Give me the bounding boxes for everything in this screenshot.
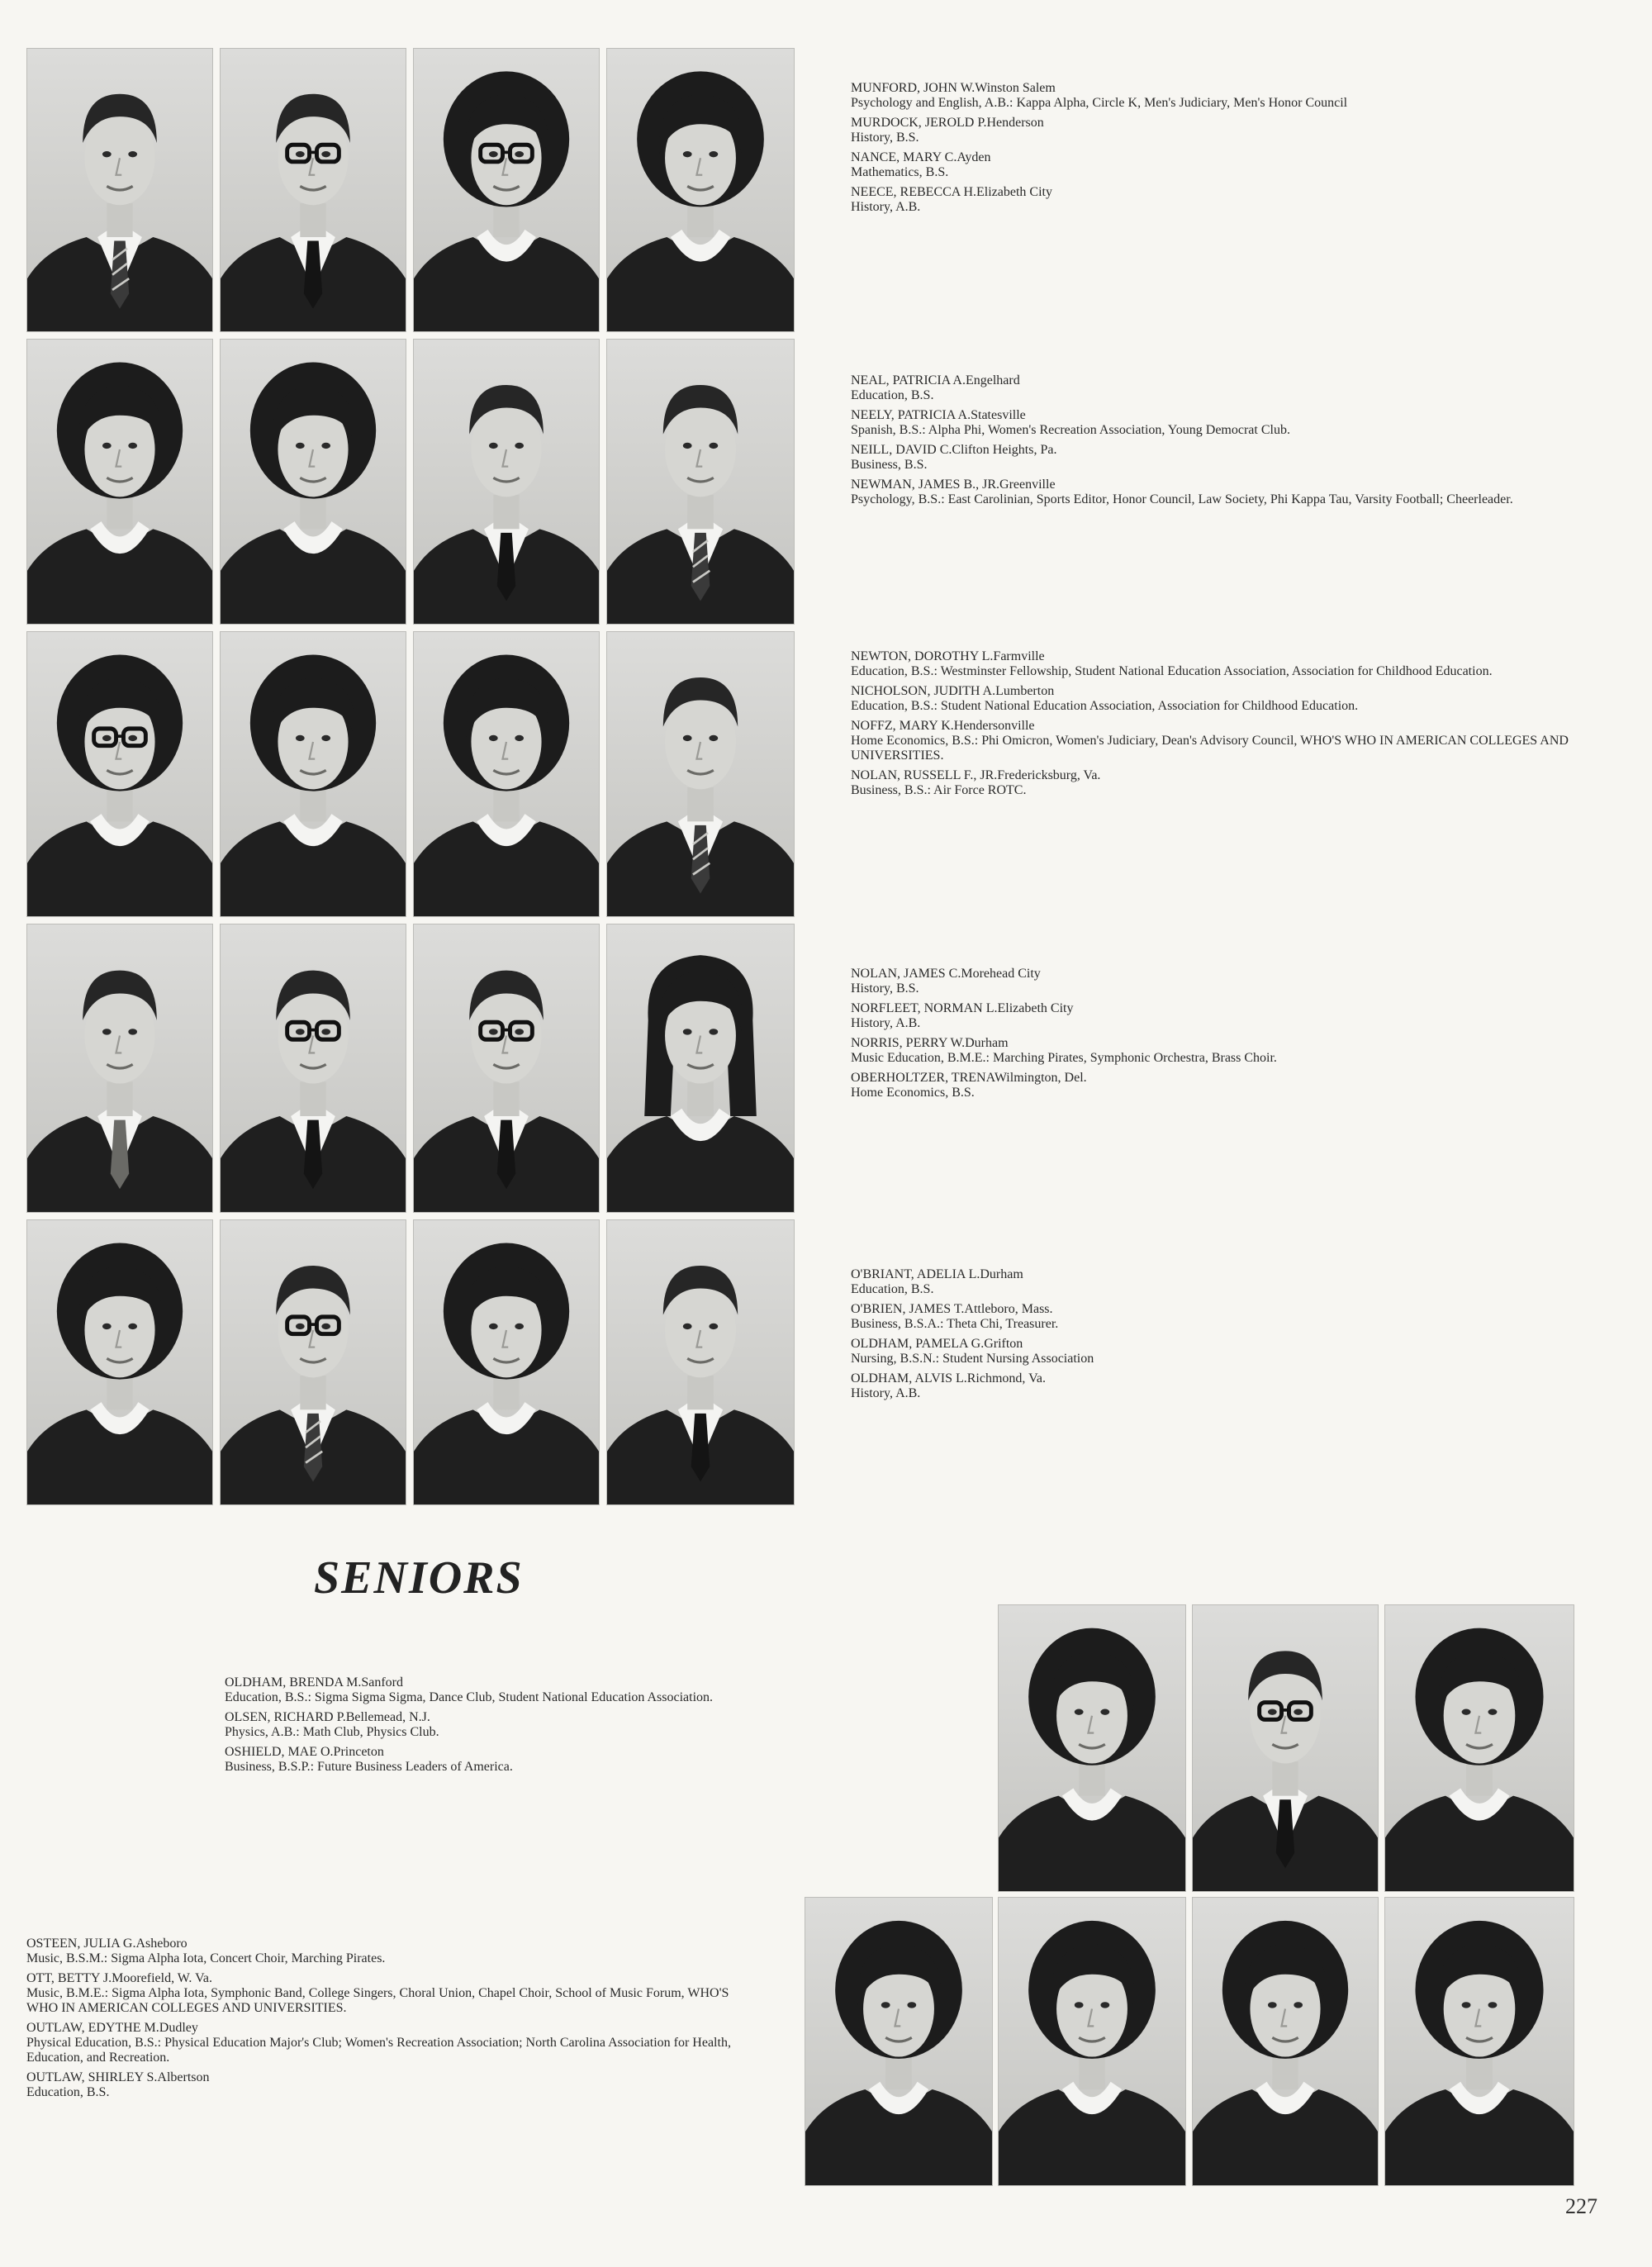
student-name: NEWMAN, JAMES B., JR. bbox=[851, 478, 1000, 492]
portrait-drawing bbox=[221, 632, 406, 916]
portrait-drawing bbox=[27, 1220, 212, 1504]
student-detail: Education, B.S.: Westminster Fellowship, Student National Education Association, Association for Childhood Education. bbox=[851, 664, 1493, 678]
student-hometown: Durham bbox=[965, 1036, 1009, 1050]
student-name: OBERHOLTZER, TRENA bbox=[851, 1071, 995, 1085]
student-detail: Education, B.S. bbox=[851, 388, 934, 402]
portrait-drawing bbox=[999, 1898, 1185, 2185]
student-name: OLSEN, RICHARD P. bbox=[225, 1710, 346, 1724]
student-hometown: Moorefield, W. Va. bbox=[112, 1971, 213, 1985]
student-hometown: Lumberton bbox=[995, 684, 1055, 698]
student-hometown: Winston Salem bbox=[975, 81, 1056, 95]
student-name: NEWTON, DOROTHY L. bbox=[851, 649, 994, 663]
portrait-drawing bbox=[414, 924, 599, 1212]
student-entry bbox=[851, 719, 1578, 763]
entry-group bbox=[851, 967, 1578, 1105]
student-hometown: Fredericksburg, Va. bbox=[997, 768, 1101, 782]
student-hometown: Princeton bbox=[333, 1745, 384, 1759]
student-hometown: Engelhard bbox=[965, 373, 1020, 387]
portrait-drawing bbox=[27, 924, 212, 1212]
student-entry bbox=[851, 373, 1578, 403]
portrait-drawing bbox=[607, 49, 794, 331]
student-detail: History, B.S. bbox=[851, 131, 919, 145]
student-entry bbox=[225, 1710, 953, 1740]
student-hometown: Statesville bbox=[971, 408, 1026, 422]
student-detail: Education, B.S. bbox=[26, 2085, 110, 2099]
portrait-drawing bbox=[999, 1605, 1185, 1891]
portrait-drawing bbox=[1385, 1605, 1574, 1891]
portrait-drawing bbox=[1385, 1898, 1574, 2185]
page-number: 227 bbox=[1565, 2194, 1597, 2218]
student-detail: Business, B.S.P.: Future Business Leaders of America. bbox=[225, 1760, 513, 1774]
student-entry bbox=[851, 649, 1578, 679]
student-entry bbox=[851, 1001, 1578, 1031]
student-detail: Nursing, B.S.N.: Student Nursing Association bbox=[851, 1352, 1094, 1366]
student-detail: Business, B.S.A.: Theta Chi, Treasurer. bbox=[851, 1317, 1059, 1331]
student-hometown: Elizabeth City bbox=[976, 185, 1052, 199]
student-entry bbox=[851, 116, 1578, 145]
portrait-drawing bbox=[414, 340, 599, 624]
student-detail: History, B.S. bbox=[851, 981, 919, 996]
student-detail: Physics, A.B.: Math Club, Physics Club. bbox=[225, 1725, 439, 1739]
student-portrait bbox=[26, 48, 213, 332]
student-detail: Physical Education, B.S.: Physical Education Major's Club; Women's Recreation Association; North Carolina Association for Health, Education, and Recreation. bbox=[26, 2036, 731, 2065]
student-name: NOLAN, RUSSELL F., JR. bbox=[851, 768, 998, 782]
student-hometown: Ayden bbox=[957, 150, 991, 164]
student-name: OUTLAW, SHIRLEY S. bbox=[26, 2070, 158, 2084]
student-entry bbox=[851, 478, 1578, 507]
student-portrait bbox=[1384, 1604, 1574, 1892]
student-entry bbox=[26, 2021, 755, 2065]
student-portrait bbox=[1192, 1604, 1379, 1892]
student-name: OLDHAM, PAMELA G. bbox=[851, 1337, 985, 1351]
student-portrait bbox=[220, 339, 406, 625]
student-hometown: Greenville bbox=[999, 478, 1056, 492]
student-name: NORFLEET, NORMAN L. bbox=[851, 1001, 998, 1015]
student-name: O'BRIEN, JAMES T. bbox=[851, 1302, 965, 1316]
student-portrait bbox=[606, 631, 795, 917]
student-name: NOLAN, JAMES C. bbox=[851, 967, 961, 981]
student-hometown: Dudley bbox=[159, 2021, 198, 2035]
student-portrait bbox=[1384, 1897, 1574, 2186]
student-entry bbox=[26, 1971, 755, 2016]
student-entry bbox=[851, 81, 1578, 111]
portrait-drawing bbox=[414, 632, 599, 916]
student-name: MURDOCK, JEROLD P. bbox=[851, 116, 987, 130]
student-portrait bbox=[413, 631, 600, 917]
student-name: MUNFORD, JOHN W. bbox=[851, 81, 976, 95]
student-hometown: Durham bbox=[980, 1267, 1023, 1281]
student-hometown: Attleboro, Mass. bbox=[964, 1302, 1053, 1316]
student-entry bbox=[851, 1036, 1578, 1066]
student-name: OLDHAM, ALVIS L. bbox=[851, 1371, 967, 1385]
student-portrait bbox=[220, 631, 406, 917]
portrait-drawing bbox=[607, 1220, 794, 1504]
student-name: NEILL, DAVID C. bbox=[851, 443, 952, 457]
entry-group bbox=[851, 649, 1578, 803]
portrait-drawing bbox=[607, 632, 794, 916]
student-portrait bbox=[606, 339, 795, 625]
student-hometown: Farmville bbox=[993, 649, 1045, 663]
portrait-drawing bbox=[221, 49, 406, 331]
student-hometown: Grifton bbox=[984, 1337, 1023, 1351]
student-name: O'BRIANT, ADELIA L. bbox=[851, 1267, 980, 1281]
portrait-drawing bbox=[27, 49, 212, 331]
student-detail: Spanish, B.S.: Alpha Phi, Women's Recreation Association, Young Democrat Club. bbox=[851, 423, 1290, 437]
student-detail: History, A.B. bbox=[851, 1386, 921, 1400]
student-name: NORRIS, PERRY W. bbox=[851, 1036, 966, 1050]
student-name: NEELY, PATRICIA A. bbox=[851, 408, 971, 422]
student-detail: Education, B.S.: Student National Education Association, Association for Childhood Education. bbox=[851, 699, 1359, 713]
student-portrait bbox=[26, 631, 213, 917]
student-detail: Psychology, B.S.: East Carolinian, Sports Editor, Honor Council, Law Society, Phi Kappa Tau, Varsity Football; Cheerleader. bbox=[851, 492, 1513, 506]
entry-group bbox=[851, 81, 1578, 220]
student-name: NEECE, REBECCA H. bbox=[851, 185, 977, 199]
student-portrait bbox=[26, 1219, 213, 1505]
student-detail: Education, B.S.: Sigma Sigma Sigma, Dance Club, Student National Education Association. bbox=[225, 1690, 714, 1704]
student-entry bbox=[851, 684, 1578, 714]
student-entry bbox=[851, 1071, 1578, 1100]
student-portrait bbox=[998, 1897, 1186, 2186]
student-detail: Education, B.S. bbox=[851, 1282, 934, 1296]
portrait-drawing bbox=[1193, 1605, 1378, 1891]
student-portrait bbox=[805, 1897, 993, 2186]
student-entry bbox=[851, 1302, 1578, 1332]
student-portrait bbox=[606, 924, 795, 1213]
student-hometown: Clifton Heights, Pa. bbox=[952, 443, 1057, 457]
student-name: NICHOLSON, JUDITH A. bbox=[851, 684, 996, 698]
student-portrait bbox=[413, 924, 600, 1213]
student-entry bbox=[851, 150, 1578, 180]
entry-group bbox=[851, 1267, 1578, 1406]
student-portrait bbox=[220, 48, 406, 332]
student-name: OUTLAW, EDYTHE M. bbox=[26, 2021, 159, 2035]
student-hometown: Morehead City bbox=[961, 967, 1041, 981]
student-entry bbox=[851, 185, 1578, 215]
portrait-drawing bbox=[414, 1220, 599, 1504]
student-entry bbox=[26, 2070, 755, 2100]
student-name: NEAL, PATRICIA A. bbox=[851, 373, 966, 387]
portrait-drawing bbox=[221, 924, 406, 1212]
student-portrait bbox=[413, 339, 600, 625]
portrait-drawing bbox=[1193, 1898, 1378, 2185]
section-title: SENIORS bbox=[314, 1552, 524, 1604]
entry-group bbox=[851, 373, 1578, 512]
student-portrait bbox=[606, 1219, 795, 1505]
student-name: OSHIELD, MAE O. bbox=[225, 1745, 334, 1759]
student-detail: Psychology and English, A.B.: Kappa Alpha, Circle K, Men's Judiciary, Men's Honor Council bbox=[851, 96, 1348, 110]
student-hometown: Asheboro bbox=[135, 1937, 188, 1951]
student-portrait bbox=[413, 1219, 600, 1505]
portrait-drawing bbox=[221, 340, 406, 624]
portrait-drawing bbox=[27, 632, 212, 916]
student-detail: Music, B.S.M.: Sigma Alpha Iota, Concert Choir, Marching Pirates. bbox=[26, 1951, 386, 1965]
portrait-drawing bbox=[607, 924, 794, 1212]
portrait-drawing bbox=[414, 49, 599, 331]
student-portrait bbox=[220, 1219, 406, 1505]
student-detail: Home Economics, B.S. bbox=[851, 1086, 975, 1100]
student-detail: History, A.B. bbox=[851, 1016, 921, 1030]
student-name: NANCE, MARY C. bbox=[851, 150, 957, 164]
student-entry bbox=[851, 967, 1578, 996]
student-entry bbox=[225, 1675, 953, 1705]
student-name: OLDHAM, BRENDA M. bbox=[225, 1675, 362, 1690]
student-portrait bbox=[606, 48, 795, 332]
student-entry bbox=[851, 768, 1578, 798]
student-hometown: Sanford bbox=[361, 1675, 403, 1690]
student-portrait bbox=[220, 924, 406, 1213]
student-hometown: Bellemead, N.J. bbox=[345, 1710, 430, 1724]
student-entry bbox=[26, 1937, 755, 1966]
student-portrait bbox=[26, 339, 213, 625]
student-portrait bbox=[413, 48, 600, 332]
student-entry bbox=[851, 1267, 1578, 1297]
student-entry bbox=[225, 1745, 953, 1775]
student-entry bbox=[851, 1371, 1578, 1401]
student-portrait bbox=[26, 924, 213, 1213]
portrait-drawing bbox=[805, 1898, 992, 2185]
student-detail: History, A.B. bbox=[851, 200, 921, 214]
student-hometown: Henderson bbox=[986, 116, 1044, 130]
student-hometown: Hendersonville bbox=[953, 719, 1035, 733]
student-detail: Business, B.S.: Air Force ROTC. bbox=[851, 783, 1027, 797]
student-portrait bbox=[1192, 1897, 1379, 2186]
student-name: OTT, BETTY J. bbox=[26, 1971, 112, 1985]
student-hometown: Wilmington, Del. bbox=[994, 1071, 1087, 1085]
student-name: OSTEEN, JULIA G. bbox=[26, 1937, 136, 1951]
student-entry bbox=[851, 443, 1578, 473]
student-detail: Music, B.M.E.: Sigma Alpha Iota, Symphonic Band, College Singers, Choral Union, Chapel Choir, School of Music Forum, WHO'S WHO IN AMERICAN COLLEGES AND UNIVERSITIES. bbox=[26, 1986, 729, 2015]
student-detail: Home Economics, B.S.: Phi Omicron, Women's Judiciary, Dean's Advisory Council, WHO'S WHO IN AMERICAN COLLEGES AND UNIVERSITIES. bbox=[851, 734, 1569, 763]
student-name: NOFFZ, MARY K. bbox=[851, 719, 954, 733]
student-entry bbox=[851, 1337, 1578, 1366]
portrait-drawing bbox=[607, 340, 794, 624]
student-detail: Business, B.S. bbox=[851, 458, 928, 472]
student-hometown: Richmond, Va. bbox=[966, 1371, 1047, 1385]
student-portrait bbox=[998, 1604, 1186, 1892]
entry-group bbox=[26, 1937, 755, 2105]
entry-group bbox=[225, 1675, 953, 1780]
student-detail: Music Education, B.M.E.: Marching Pirates, Symphonic Orchestra, Brass Choir. bbox=[851, 1051, 1277, 1065]
portrait-drawing bbox=[221, 1220, 406, 1504]
student-hometown: Albertson bbox=[157, 2070, 210, 2084]
portrait-drawing bbox=[27, 340, 212, 624]
student-detail: Mathematics, B.S. bbox=[851, 165, 949, 179]
student-hometown: Elizabeth City bbox=[997, 1001, 1074, 1015]
student-entry bbox=[851, 408, 1578, 438]
